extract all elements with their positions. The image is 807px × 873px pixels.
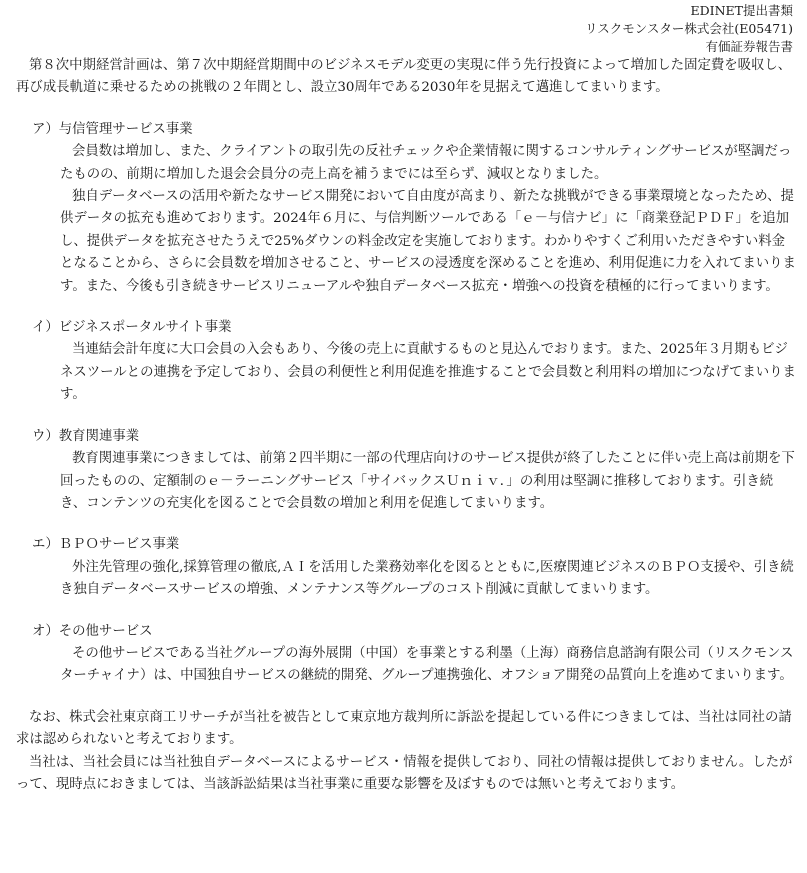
section-education	[16, 426, 798, 516]
document-body	[16, 55, 798, 796]
report-type: 有価証券報告書	[705, 39, 793, 54]
section-paragraph: 会員数は増加し、また、クライアントの取引先の反社チェックや企業情報に関するコンサルティングサービスが堅調だったものの、前期に増加した退会会員分の売上高を補うまでには至らず、減収となりました。	[60, 144, 792, 182]
intro-paragraph: 第８次中期経営計画は、第７次中期経営期間中のビジネスモデル変更の実現に伴う先行投資によって増加した固定費を吸収し、再び成長軌道に乗せるための挑戦の２年間とし、設立30周年である2030年を見据えて邁進してまいります。	[16, 58, 792, 96]
section-title: ア）与信管理サービス事業	[32, 121, 193, 137]
edinet-label: EDINET提出書類	[690, 3, 793, 18]
company-name: リスクモンスター株式会社(E05471)	[584, 21, 793, 36]
section-title: オ）その他サービス	[32, 623, 153, 639]
section-title: エ）ＢＰＯサービス事業	[32, 537, 180, 553]
section-business-portal	[16, 317, 798, 407]
section-other-services	[16, 621, 798, 688]
section-title: イ）ビジネスポータルサイト事業	[32, 320, 232, 336]
section-paragraph: その他サービスである当社グループの海外展開（中国）を事業とする利墨（上海）商務信息諮詢有限公司（リスクモンスターチャイナ）は、中国独自サービスの継続的開発、グループ連携強化、オフショア開発の品質向上を進めてまいります。	[60, 645, 794, 684]
section-paragraph: 教育関連事業につきましては、前第２四半期に一部の代理店向けのサービス提供が終了したことに伴い売上高は前期を下回ったものの、定額制のｅ－ラーニングサービス「サイバックスＵｎｉｖ．」の利用は堅調に推移しております。引き続き、コンテンツの充実化を図ることで会員数の増加と利用を促進してまいります。	[60, 451, 795, 511]
closing-notes	[16, 707, 798, 797]
section-credit-management	[16, 119, 798, 298]
section-paragraph: 当連結会計年度に大口会員の入会もあり、今後の売上に貢献するものと見込んでおります。また、2025年３月期もビジネスツールとの連携を予定しており、会員の利便性と利用促進を推進することで会員数と利用料の増加につなげてまいります。	[60, 342, 796, 403]
lawsuit-paragraph: なお、株式会社東京商工リサーチが当社を被告として東京地方裁判所に訴訟を提起している件につきましては、当社は同社の請求は認められないと考えております。	[16, 709, 792, 748]
section-title: ウ）教育関連事業	[32, 428, 140, 444]
document-header	[585, 2, 793, 56]
section-bpo	[16, 534, 798, 601]
section-paragraph: 独自データベースの活用や新たなサービス開発において自由度が高まり、新たな挑戦ができる事業環境となったため、提供データの拡充も進めております。2024年６月に、与信判断ツールである「ｅ－与信ナビ」に「商業登記ＰＤＦ」を追加し、提供データを拡充させたうえで25%ダウンの料金改定を実施しております。わかりやすくご利用いただきやすい料金となることから、さらに会員数を増加させること、サービスの浸透度を深めることを進め、利用促進に力を入れてまいります。また、今後も引き続きサービスリニューアルや独自データベース拡充・増強への投資を積極的に行ってまいります。	[60, 189, 796, 294]
impact-paragraph: 当社は、当社会員には当社独自データベースによるサービス・情報を提供しており、同社の情報は提供しておりません。したがって、現時点におきましては、当該訴訟結果は当社事業に重要な影響を及ぼすものでは無いと考えております。	[16, 754, 793, 792]
section-paragraph: 外注先管理の強化,採算管理の徹底,ＡＩを活用した業務効率化を図るとともに,医療関連ビジネスのＢＰＯ支援や、引き続き独自データベースサービスの増強、メンテナンス等グループのコスト削減に貢献してまいります。	[60, 559, 794, 598]
